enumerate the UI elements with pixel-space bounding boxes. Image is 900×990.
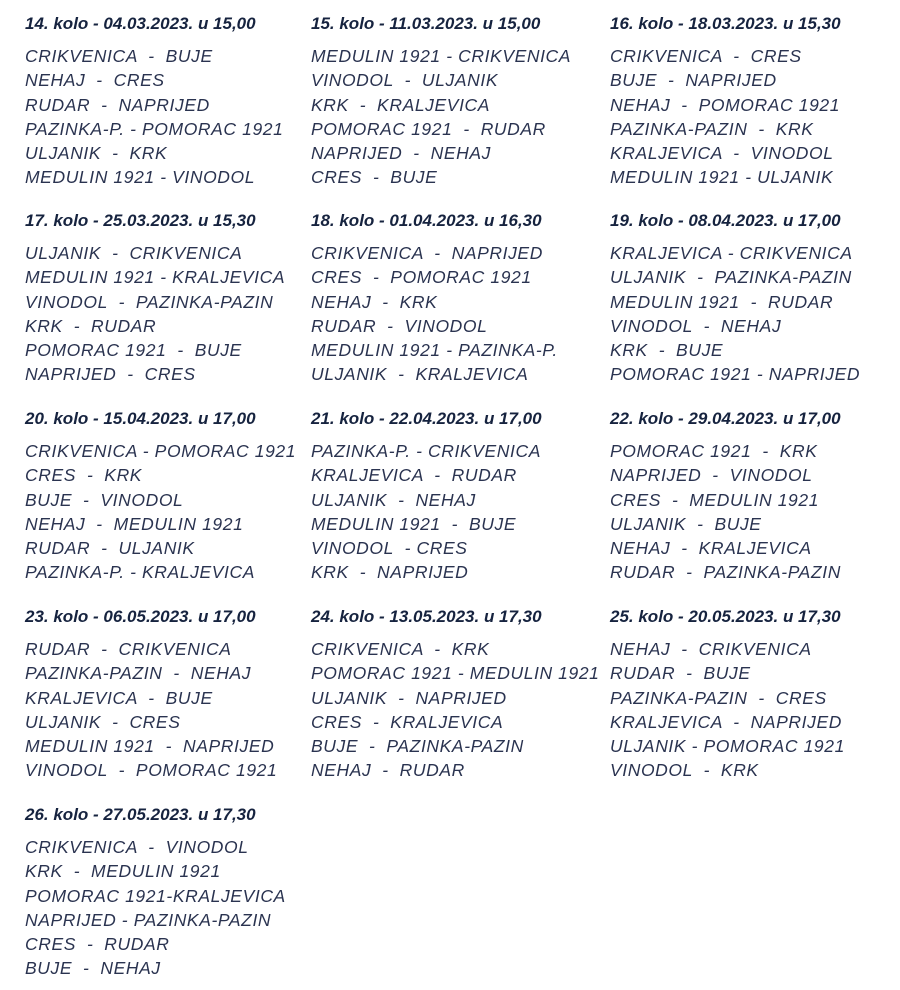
match: NEHAJ - CRIKVENICA [610, 639, 812, 659]
match: POMORAC 1921 - NAPRIJED [610, 364, 861, 385]
match: NEHAJ - CRES [25, 70, 165, 91]
match: NEHAJ - KRALJEVICA [610, 538, 812, 559]
match: RUDAR - ULJANIK [25, 538, 195, 559]
match: KRK - MEDULIN 1921 [25, 861, 221, 882]
round-title: 24. kolo - 13.05.2023. u 17,30 [311, 607, 542, 626]
match: BUJE - NAPRIJED [610, 70, 777, 91]
match: MEDULIN 1921 - CRIKVENICA [311, 46, 572, 66]
round-23 [25, 607, 315, 783]
match: BUJE - NEHAJ [25, 958, 161, 979]
round-title: 17. kolo - 25.03.2023. u 15,30 [25, 211, 256, 230]
match: CRES - KRK [25, 465, 143, 486]
round-20 [25, 409, 315, 585]
match: POMORAC 1921-KRALJEVICA [25, 885, 286, 906]
match: CRES - BUJE [311, 167, 438, 188]
match: CRIKVENICA - NAPRIJED [311, 243, 543, 263]
match: KRK - BUJE [610, 340, 724, 361]
match: MEDULIN 1921 - PAZINKA-P. [311, 340, 558, 361]
match: MEDULIN 1921 - VINODOL [25, 167, 256, 188]
match: ULJANIK - CRES [25, 711, 181, 732]
round-18 [311, 211, 601, 387]
round-16 [610, 14, 900, 190]
match: CRES - KRALJEVICA [311, 711, 504, 732]
match: RUDAR - BUJE [610, 663, 751, 684]
round-title: 20. kolo - 15.04.2023. u 17,00 [25, 409, 256, 428]
match: RUDAR - VINODOL [311, 315, 488, 336]
round-21 [311, 409, 601, 585]
match: POMORAC 1921 - KRK [610, 441, 818, 461]
match: MEDULIN 1921 - KRALJEVICA [25, 267, 286, 288]
match: CRIKVENICA - BUJE [25, 46, 213, 66]
match: NAPRIJED - VINODOL [610, 465, 813, 486]
match: KRALJEVICA - CRIKVENICA [610, 243, 853, 263]
match: ULJANIK - POMORAC 1921 [610, 736, 845, 757]
match: PAZINKA-PAZIN - KRK [610, 118, 814, 139]
match: ULJANIK - CRIKVENICA [25, 243, 243, 263]
round-14 [25, 14, 315, 190]
round-title: 14. kolo - 04.03.2023. u 15,00 [25, 14, 256, 33]
match: PAZINKA-P. - CRIKVENICA [311, 441, 542, 461]
match: RUDAR - NAPRIJED [25, 94, 210, 115]
match: NEHAJ - KRK [311, 291, 438, 312]
match: PAZINKA-PAZIN - NEHAJ [25, 663, 252, 684]
match: KRALJEVICA - NAPRIJED [610, 711, 842, 732]
match: MEDULIN 1921 - RUDAR [610, 291, 834, 312]
match: ULJANIK - NEHAJ [311, 489, 476, 510]
round-19 [610, 211, 900, 387]
match: KRALJEVICA - VINODOL [610, 143, 834, 164]
match: MEDULIN 1921 - ULJANIK [610, 167, 834, 188]
match: NAPRIJED - NEHAJ [311, 143, 491, 164]
match: MEDULIN 1921 - NAPRIJED [25, 736, 275, 757]
match: RUDAR - PAZINKA-PAZIN [610, 562, 841, 583]
match: ULJANIK - NAPRIJED [311, 687, 507, 708]
match: ULJANIK - KRALJEVICA [311, 364, 529, 385]
match: VINODOL - POMORAC 1921 [25, 760, 278, 781]
match: VINODOL - PAZINKA-PAZIN [25, 291, 274, 312]
round-title: 21. kolo - 22.04.2023. u 17,00 [311, 409, 542, 428]
match: NAPRIJED - PAZINKA-PAZIN [25, 909, 272, 930]
match: CRES - RUDAR [25, 934, 170, 955]
match: NEHAJ - RUDAR [311, 760, 465, 781]
round-17 [25, 211, 315, 387]
round-title: 25. kolo - 20.05.2023. u 17,30 [610, 607, 841, 626]
round-22 [610, 409, 900, 585]
match: ULJANIK - BUJE [610, 513, 762, 534]
match: ULJANIK - PAZINKA-PAZIN [610, 267, 852, 288]
match: VINODOL - KRK [610, 760, 759, 781]
round-15 [311, 14, 601, 190]
round-26 [25, 805, 315, 981]
round-title: 19. kolo - 08.04.2023. u 17,00 [610, 211, 841, 230]
round-title: 18. kolo - 01.04.2023. u 16,30 [311, 211, 542, 230]
match: POMORAC 1921 - MEDULIN 1921 [311, 663, 600, 684]
round-title: 22. kolo - 29.04.2023. u 17,00 [610, 409, 841, 428]
match: KRALJEVICA - RUDAR [311, 465, 517, 486]
round-25 [610, 607, 900, 783]
round-title: 26. kolo - 27.05.2023. u 17,30 [25, 805, 256, 824]
match: MEDULIN 1921 - BUJE [311, 513, 517, 534]
match: VINODOL - ULJANIK [311, 70, 499, 91]
match: VINODOL - NEHAJ [610, 315, 782, 336]
round-title: 23. kolo - 06.05.2023. u 17,00 [25, 607, 256, 626]
match: VINODOL - CRES [311, 538, 468, 559]
match: KRALJEVICA - BUJE [25, 687, 213, 708]
round-title: 15. kolo - 11.03.2023. u 15,00 [311, 14, 541, 33]
match: CRIKVENICA - KRK [311, 639, 490, 659]
match: CRIKVENICA - CRES [610, 46, 802, 66]
match: ULJANIK - KRK [25, 143, 168, 164]
match: NEHAJ - POMORAC 1921 [610, 94, 841, 115]
match: NEHAJ - MEDULIN 1921 [25, 513, 244, 534]
match: KRK - RUDAR [25, 315, 157, 336]
match: RUDAR - CRIKVENICA [25, 639, 232, 659]
match: POMORAC 1921 - BUJE [25, 340, 242, 361]
match: PAZINKA-P. - POMORAC 1921 [25, 118, 284, 139]
match: PAZINKA-P. - KRALJEVICA [25, 562, 256, 583]
match: CRIKVENICA - VINODOL [25, 837, 249, 857]
match: KRK - NAPRIJED [311, 562, 469, 583]
match: BUJE - VINODOL [25, 489, 184, 510]
match: KRK - KRALJEVICA [311, 94, 491, 115]
match: CRES - POMORAC 1921 [311, 267, 532, 288]
match: CRIKVENICA - POMORAC 1921 [25, 441, 297, 461]
match: PAZINKA-PAZIN - CRES [610, 687, 827, 708]
match: BUJE - PAZINKA-PAZIN [311, 736, 524, 757]
match: POMORAC 1921 - RUDAR [311, 118, 546, 139]
match: NAPRIJED - CRES [25, 364, 196, 385]
round-title: 16. kolo - 18.03.2023. u 15,30 [610, 14, 841, 33]
match: CRES - MEDULIN 1921 [610, 489, 820, 510]
round-24 [311, 607, 601, 783]
